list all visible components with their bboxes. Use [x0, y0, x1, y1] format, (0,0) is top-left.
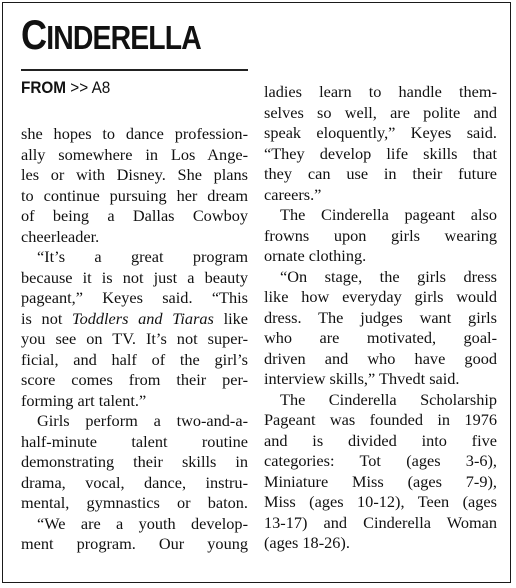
- jump-target: >> A8: [70, 78, 111, 97]
- headline-rule: [21, 69, 248, 71]
- text-line: frowns upon girls wearing: [264, 225, 497, 245]
- article-column-1: [21, 124, 248, 555]
- text-line: interview skills,” Thvedt said.: [264, 369, 460, 388]
- text-line: Miss (ages 10-12), Teen (ages: [264, 492, 497, 511]
- text-line: demonstrating their skills in: [21, 452, 248, 471]
- text-line: ornate clothing.: [264, 246, 367, 265]
- jump-line: [21, 79, 110, 96]
- text-line: categories: Tot (ages 3-6),: [264, 451, 497, 470]
- text-line: pageant,” Keyes said. “This: [21, 288, 248, 307]
- headline-rest: INDERELLA: [46, 19, 201, 56]
- text-line: (ages 18-26).: [264, 533, 350, 552]
- text-line: “On stage, the girls dress: [280, 266, 497, 286]
- text-line: half-minute talent routine: [21, 431, 248, 451]
- text-fragment: is not: [21, 308, 73, 328]
- text-line: dress. The judges want girls: [264, 307, 497, 327]
- headline-initial: C: [21, 11, 47, 58]
- text-line: mental, gymnastics or baton.: [21, 493, 248, 512]
- text-line: like how everyday girls would: [264, 287, 497, 306]
- text-line: forming art talent.”: [21, 390, 147, 410]
- text-line: ladies learn to handle them-: [264, 82, 497, 101]
- text-line: because it is not just a beauty: [21, 267, 248, 287]
- text-line: driven and who have good: [264, 348, 497, 368]
- text-line: les or with Disney. She plans: [21, 165, 248, 184]
- headline: [21, 11, 201, 58]
- article-column-2: [264, 82, 497, 554]
- text-line: 13-17) and Cinderella Woman: [264, 512, 497, 532]
- text-line: The Cinderella pageant also: [280, 205, 497, 224]
- text-line: you see on TV. It’s not super-: [21, 329, 248, 348]
- text-line: and is divided into five: [264, 430, 497, 450]
- text-fragment: like: [213, 308, 248, 328]
- text-line: ficial, and half of the girl’s: [21, 349, 248, 369]
- show-title: Toddlers and Tiaras: [72, 308, 214, 328]
- text-line: score comes from their per-: [21, 370, 248, 389]
- text-line: “They develop life skills that: [264, 143, 497, 163]
- text-line: Miniature Miss (ages 7-9),: [264, 471, 497, 491]
- text-line: “We are a youth develop-: [37, 513, 248, 533]
- text-line: careers.”: [264, 184, 322, 204]
- text-line: “It’s a great program: [37, 247, 248, 266]
- jump-label: FROM: [21, 78, 67, 97]
- text-line: The Cinderella Scholarship: [280, 389, 497, 409]
- text-line: who are motivated, goal-: [264, 328, 497, 347]
- text-line: Girls perform a two-and-a-: [37, 411, 248, 430]
- text-line: of being a Dallas Cowboy: [21, 206, 248, 225]
- text-line: drama, vocal, dance, instru-: [21, 472, 248, 492]
- text-line: speak eloquently,” Keyes said.: [264, 123, 497, 142]
- text-line: [21, 309, 248, 330]
- text-line: she hopes to dance profession-: [21, 124, 248, 143]
- text-line: ally somewhere in Los Ange-: [21, 144, 248, 164]
- text-line: ment program. Our young: [21, 534, 248, 553]
- text-line: selves so well, are polite and: [264, 102, 497, 122]
- text-line: Pageant was founded in 1976: [264, 410, 497, 429]
- text-line: cheerleader.: [21, 226, 100, 246]
- text-line: to continue pursuing her dream: [21, 185, 248, 205]
- text-line: they can use in their future: [264, 164, 497, 183]
